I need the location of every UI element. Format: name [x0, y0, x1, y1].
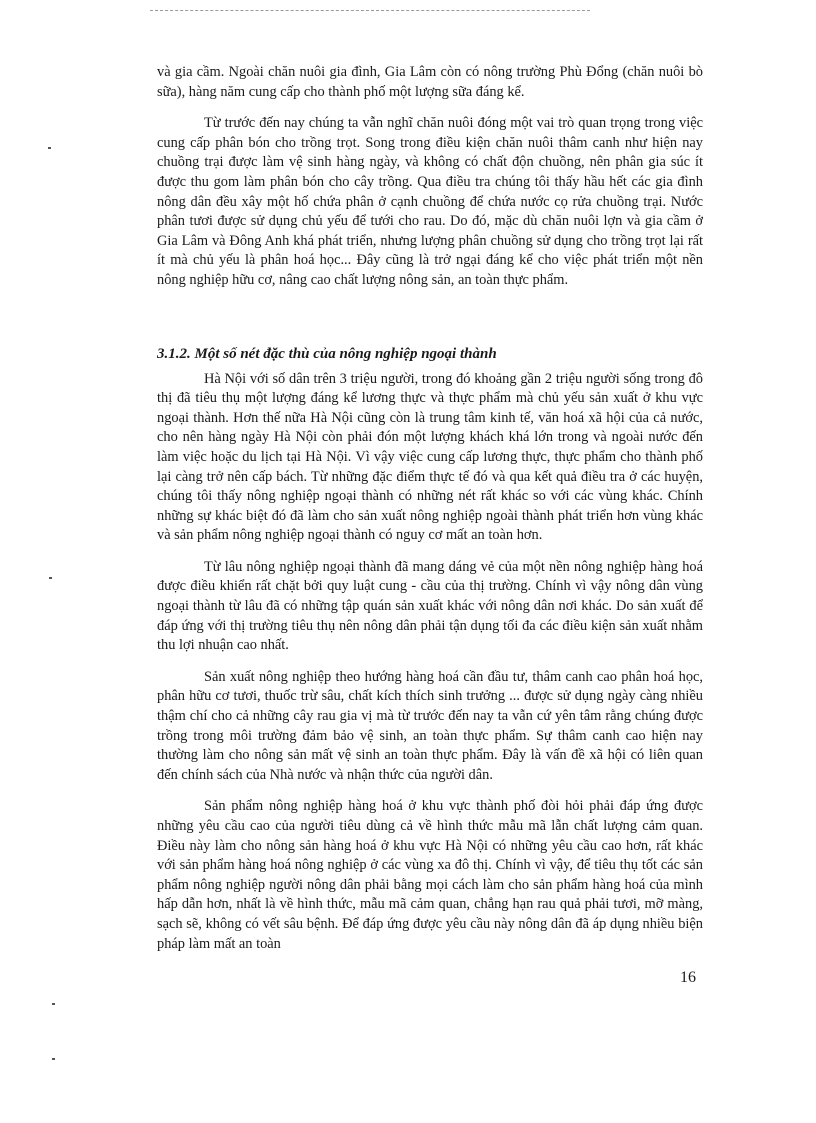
body-paragraph: Từ lâu nông nghiệp ngoại thành đã mang dáng vẻ của một nền nông nghiệp hàng hoá được điều khiển rất chặt bởi quy luật cung - cầu của thị trường. Chính vì vậy nông dân vùng ngoại thành từ lâu đã có những tập quán sản xuất khác với nông dân nơi khác. Do sản xuất để đáp ứng với thị trường tiêu thụ nên nông dân phải tận dụng tối đa các điều kiện sản xuất nhằm thu lợi nhuận cao nhất.: [157, 558, 703, 654]
section-spacer: [157, 291, 703, 344]
body-paragraph: Sản xuất nông nghiệp theo hướng hàng hoá cần đầu tư, thâm canh cao phân hoá học, phân hữu cơ tươi, thuốc trừ sâu, chất kích thích sinh trưởng ... được sử dụng ngày càng nhiều thậm chí cho cả những cây rau gia vị mà từ trước đến nay ta vẫn cứ yên tâm rằng chúng được trồng trong môi trường đảm bảo vệ sinh, an toàn thực phẩm. Sự thâm canh cao hiện nay thường làm cho nông sản mất vệ sinh an toàn thực phẩm. Đây là vấn đề xã hội có liên quan đến chính sách của Nhà nước và nhận thức của người dân.: [157, 668, 703, 783]
scan-speck: [49, 577, 52, 579]
body-paragraph: và gia cầm. Ngoài chăn nuôi gia đình, Gia Lâm còn có nông trường Phù Đổng (chăn nuôi bò sữa), hàng năm cung cấp cho thành phố một lượng sữa đáng kể.: [157, 64, 703, 100]
page-number: 16: [680, 969, 696, 986]
scan-header-rule: [150, 10, 590, 11]
scan-speck: [52, 1003, 55, 1005]
body-paragraph: Sản phẩm nông nghiệp hàng hoá ở khu vực thành phố đòi hỏi phải đáp ứng được những yêu cầu cao của người tiêu dùng cả về hình thức mẫu mã lẫn chất lượng cảm quan. Điều này làm cho nông sản hàng hoá ở khu vực Hà Nội có những yêu cầu cao hơn, rất khác với sản phẩm hàng hoá nông nghiệp ở các vùng xa đô thị. Chính vì vậy, để tiêu thụ tốt các sản phẩm nông nghiệp người nông dân phải bằng mọi cách làm cho sản phẩm hàng hoá của mình hấp dẫn hơn, nhất là về hình thức, mẫu mã cảm quan, chẳng hạn rau quả phải tươi, mỡ màng, sạch sẽ, không có vết sâu bệnh. Để đáp ứng được yêu cầu này nông dân đã áp dụng nhiều biện pháp làm mất an toàn: [157, 798, 703, 952]
scan-speck: [52, 1058, 55, 1060]
scan-speck: [48, 147, 51, 149]
body-paragraph: Hà Nội với số dân trên 3 triệu người, trong đó khoảng gần 2 triệu người sống trong đô thị đã tiêu thụ một lượng đáng kể lương thực và thực phẩm mà chủ yếu sản xuất ở khu vực ngoại thành. Hơn thế nữa Hà Nội cũng còn là trung tâm kinh tế, văn hoá xã hội của cả nước, cho nên hàng ngày Hà Nội còn phải đón một lượng khách khá lớn trong và ngoài nước đến làm việc hoặc du lịch tại Hà Nội. Vì vậy việc cung cấp lương thực, thực phẩm cho thành phố lại càng trở nên cấp bách. Từ những đặc điểm thực tế đó và qua kết quả điều tra ở các huyện, chúng tôi thấy nông nghiệp ngoại thành có những nét rất khác so với các vùng khác. Chính những sự khác biệt đó đã làm cho sản xuất nông nghiệp ngoài thành phát triển hơn vùng khác và sản phẩm nông nghiệp ngoại thành có nguy cơ mất an toàn hơn.: [157, 370, 703, 544]
section-heading: 3.1.2. Một số nét đặc thù của nông nghiệp ngoại thành: [157, 345, 497, 362]
body-paragraph: Từ trước đến nay chúng ta vẫn nghĩ chăn nuôi đóng một vai trò quan trọng trong việc cung cấp phân bón cho trồng trọt. Song trong điều kiện chăn nuôi thâm canh như hiện nay chuồng trại được làm vệ sinh hàng ngày, và không có chất độn chuồng, nên phân gia súc ít được thu gom làm phân bón cho cây trồng. Qua điều tra chúng tôi thấy hầu hết các gia đình nông dân đều xây một hố chứa phân ở cạnh chuồng để chứa nước cọ rửa chuồng trại. Nước phân tươi được sử dụng chủ yếu để tưới cho rau. Do đó, mặc dù chăn nuôi lợn và gia cầm ở Gia Lâm và Đông Anh khá phát triển, nhưng lượng phân chuồng sử dụng cho trồng trọt lại rất ít mà chủ yếu là phân hoá học... Đây cũng là trở ngại đáng kể cho việc phát triển một nền nông nghiệp hữu cơ, nâng cao chất lượng nông sản, an toàn thực phẩm.: [157, 115, 703, 288]
document-page: [157, 63, 703, 954]
